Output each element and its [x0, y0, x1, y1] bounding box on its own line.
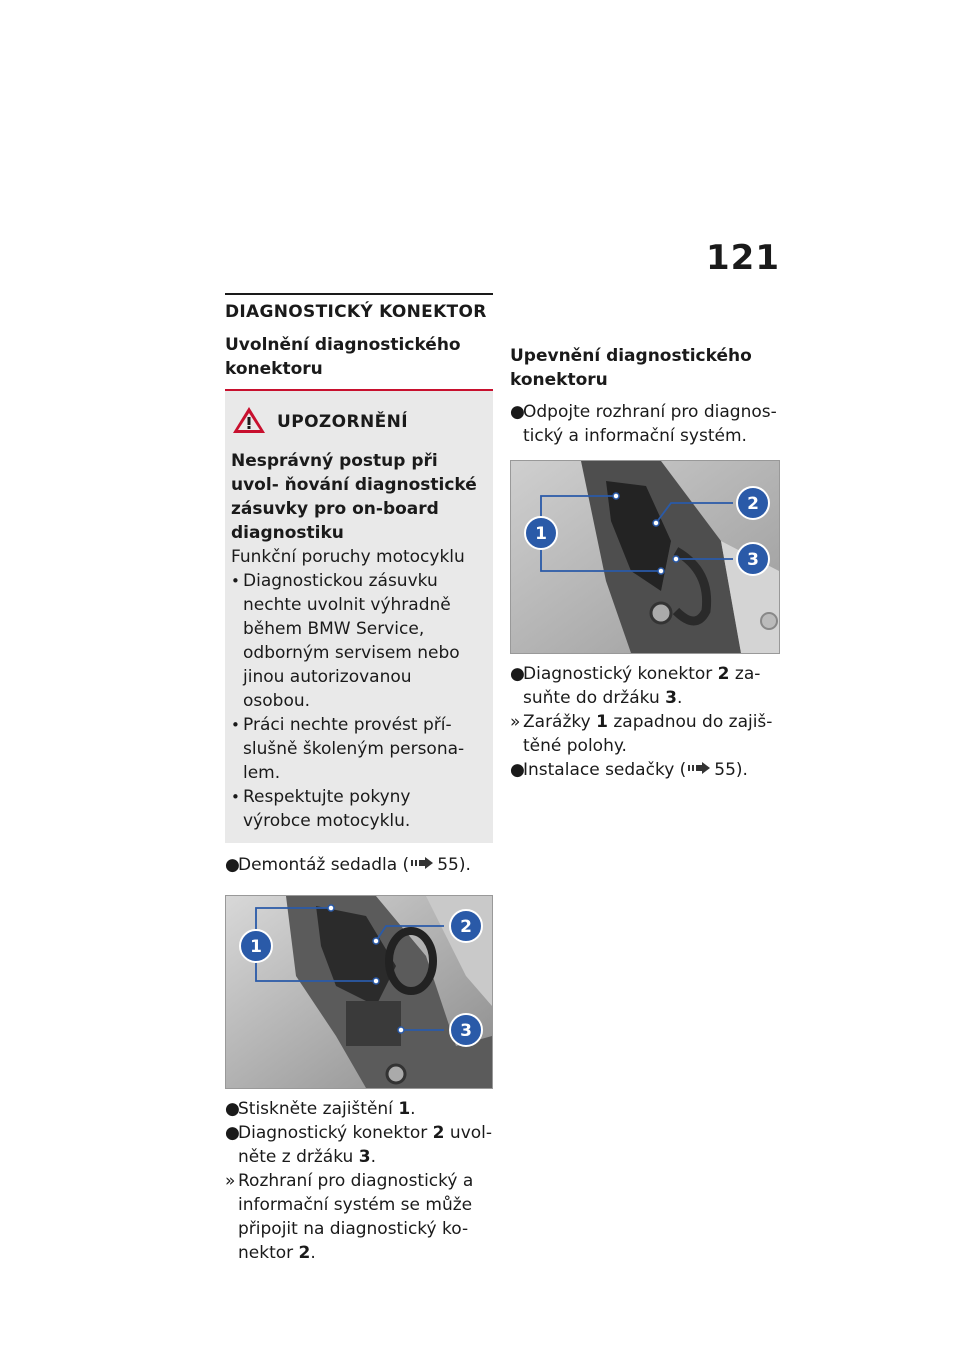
left-column [225, 293, 493, 1265]
page-reference-arrow-icon [688, 758, 712, 782]
callout-2 [450, 910, 482, 942]
callout-1 [525, 517, 557, 549]
svg-text:1: 1 [535, 524, 547, 544]
figure-fix-connector [510, 460, 780, 654]
warning-consequence: Funkční poruchy motocyklu [231, 547, 465, 567]
section-title: DIAGNOSTICKÝ KONEKTOR [225, 302, 487, 322]
release-heading: Uvolnění diagnostického konektoru [225, 335, 461, 379]
warning-item: • Práci nechte provést pří- slušně školeným persona- lem. [231, 715, 465, 783]
figure-release-connector [225, 895, 493, 1089]
release-step-1: ● Demontáž sedadla ( 55). [225, 855, 471, 875]
callout-1 [240, 930, 272, 962]
connector-illustration [226, 896, 492, 1088]
fix-heading: Upevnění diagnostického konektoru [510, 346, 752, 390]
fix-step-2: ● Diagnostický konektor 2 za- suňte do držáku 3. [510, 664, 761, 708]
warning-header [231, 405, 483, 439]
svg-text:2: 2 [460, 917, 472, 937]
release-step-2: ● Stiskněte zajištění 1. [225, 1099, 416, 1119]
svg-text:3: 3 [460, 1021, 472, 1041]
fix-step-1: ● Odpojte rozhraní pro diagnos- tický a informační systém. [510, 402, 777, 446]
section-header [225, 293, 493, 323]
callout-2 [737, 487, 769, 519]
svg-text:2: 2 [747, 494, 759, 514]
warning-item: • Diagnostickou zásuvku nechte uvolnit výhradně během BMW Service, odborným servisem nebo jinou autorizovanou osobou. [231, 571, 460, 711]
release-result: » Rozhraní pro diagnostický a informační systém se může připojit na diagnostický ko- nektor 2. [225, 1169, 493, 1265]
svg-text:3: 3 [747, 550, 759, 570]
callout-3 [450, 1014, 482, 1046]
release-result-text: Rozhraní pro diagnostický a informační systém se může připojit na diagnostický ko- nektor 2. [238, 1171, 474, 1263]
right-column [510, 344, 780, 782]
page-number: 121 [706, 238, 780, 278]
fix-result: » Zarážky 1 zapadnou do zajiš- těné polohy. [510, 712, 773, 756]
page-reference-arrow-icon [411, 853, 435, 877]
release-step-3: ● Diagnostický konektor 2 uvol- něte z držáku 3. [225, 1123, 493, 1167]
connector-illustration [511, 461, 779, 653]
warning-triangle-icon [231, 405, 267, 439]
warning-hazard: Nesprávný postup při uvol- ňování diagnostické zásuvky pro on-board diagnostiku [231, 451, 477, 543]
warning-title: UPOZORNĚNÍ [277, 412, 408, 432]
callout-3 [737, 543, 769, 575]
warning-box [225, 389, 493, 843]
fix-step-3: ● Instalace sedačky ( 55). [510, 760, 748, 780]
svg-text:1: 1 [250, 937, 262, 957]
warning-item: • Respektujte pokyny výrobce motocyklu. [231, 787, 411, 831]
